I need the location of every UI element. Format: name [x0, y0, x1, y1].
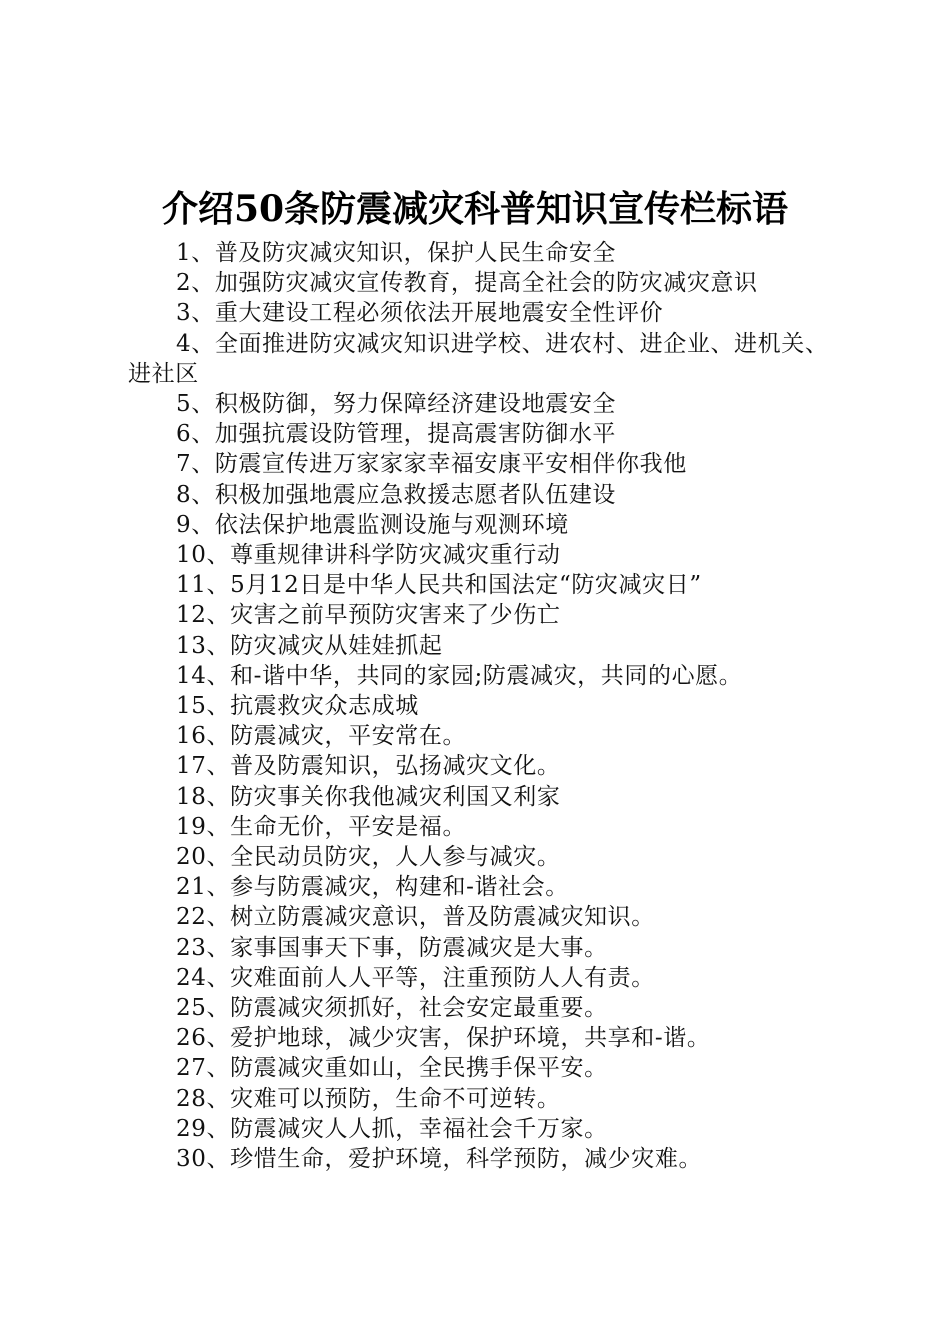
list-item: 8、积极加强地震应急救援志愿者队伍建设 — [176, 481, 617, 508]
list-item: 19、生命无价，平安是福。 — [176, 813, 467, 840]
list-item: 18、防灾事关你我他减灾利国又利家 — [176, 783, 561, 810]
list-item: 30、珍惜生命，爱护环境，科学预防，减少灾难。 — [176, 1146, 703, 1173]
list-item: 6、加强抗震设防管理，提高震害防御水平 — [176, 421, 617, 448]
list-item: 13、防灾减灾从娃娃抓起 — [176, 632, 443, 659]
list-item: 16、防震减灾，平安常在。 — [176, 723, 467, 750]
list-item: 22、树立防震减灾意识，普及防震减灾知识。 — [176, 904, 655, 931]
list-item: 20、全民动员防灾，人人参与减灾。 — [176, 844, 561, 871]
document-title: 介绍50条防震减灾科普知识宣传栏标语 — [161, 188, 789, 230]
list-item: 25、防震减灾须抓好，社会安定最重要。 — [176, 995, 608, 1022]
list-item: 7、防震宣传进万家家家幸福安康平安相伴你我他 — [176, 451, 687, 478]
list-item: 3、重大建设工程必须依法开展地震安全性评价 — [176, 300, 664, 327]
list-item: 27、防震减灾重如山，全民携手保平安。 — [176, 1055, 608, 1082]
list-item: 29、防震减灾人人抓，幸福社会千万家。 — [176, 1115, 608, 1142]
list-item: 17、普及防震知识，弘扬减灾文化。 — [176, 753, 561, 780]
list-item: 11、5月12日是中华人民共和国法定“防灾减灾日” — [176, 572, 702, 599]
list-item: 10、尊重规律讲科学防灾减灾重行动 — [176, 542, 561, 569]
list-item: 12、灾害之前早预防灾害来了少伤亡 — [176, 602, 561, 629]
list-item: 21、参与防震减灾，构建和-谐社会。 — [176, 874, 569, 901]
list-item: 23、家事国事天下事，防震减灾是大事。 — [176, 934, 608, 961]
list-item: 9、依法保护地震监测设施与观测环境 — [176, 511, 569, 538]
list-item: 28、灾难可以预防，生命不可逆转。 — [176, 1085, 561, 1112]
list-item: 1、普及防灾减灾知识，保护人民生命安全 — [176, 240, 617, 266]
list-item: 15、抗震救灾众志成城 — [176, 693, 419, 720]
list-item: 26、爱护地球，减少灾害，保护环境，共享和-谐。 — [176, 1025, 711, 1052]
list-item: 5、积极防御，努力保障经济建设地震安全 — [176, 391, 617, 418]
list-item: 4、全面推进防灾减灾知识进学校、进农村、进企业、进机关、进社区 — [128, 330, 829, 387]
list-item: 2、加强防灾减灾宣传教育，提高全社会的防灾减灾意识 — [176, 270, 758, 297]
slogan-list — [128, 238, 838, 1174]
list-item: 14、和-谐中华，共同的家园;防震减灾，共同的心愿。 — [176, 662, 743, 689]
list-item: 24、灾难面前人人平等，注重预防人人有责。 — [176, 964, 655, 991]
